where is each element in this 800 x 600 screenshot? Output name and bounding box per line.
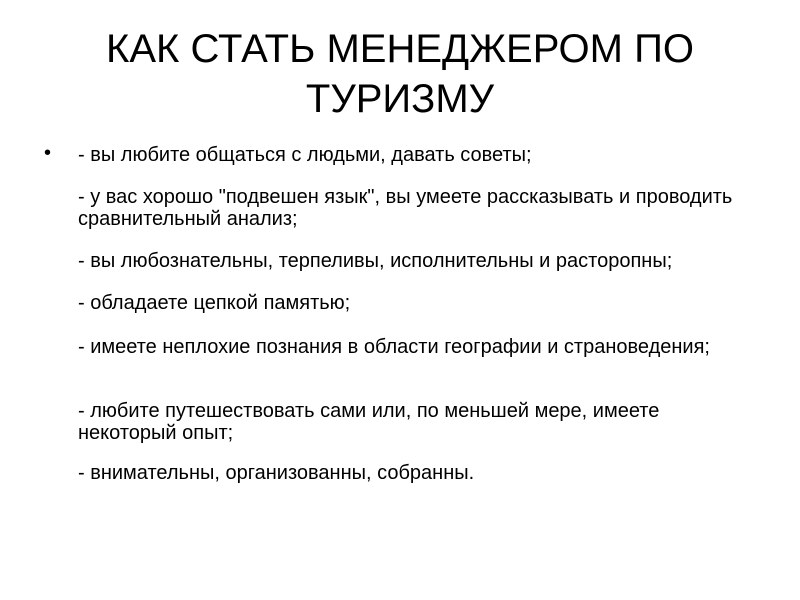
bullet-line-6: - любите путешествовать сами или, по меньшей мере, имеете некоторый опыт;	[78, 400, 660, 444]
bullet-marker: •	[44, 142, 52, 164]
slide-title: КАК СТАТЬ МЕНЕДЖЕРОМ ПО ТУРИЗМУ	[106, 27, 694, 121]
bullet-line-5: - имеете неплохие познания в области географии и страноведения;	[78, 336, 710, 358]
bullet-line-1: - вы любите общаться с людьми, давать советы;	[78, 144, 532, 166]
bullet-line-4: - обладаете цепкой памятью;	[78, 292, 351, 314]
bullet-line-7: - внимательны, организованны, собранны.	[78, 462, 475, 484]
bullet-line-3: - вы любознательны, терпеливы, исполнительны и расторопны;	[78, 250, 673, 272]
bullet-line-2: - у вас хорошо "подвешен язык", вы умеете рассказывать и проводить сравнительный анализ;	[78, 186, 733, 230]
